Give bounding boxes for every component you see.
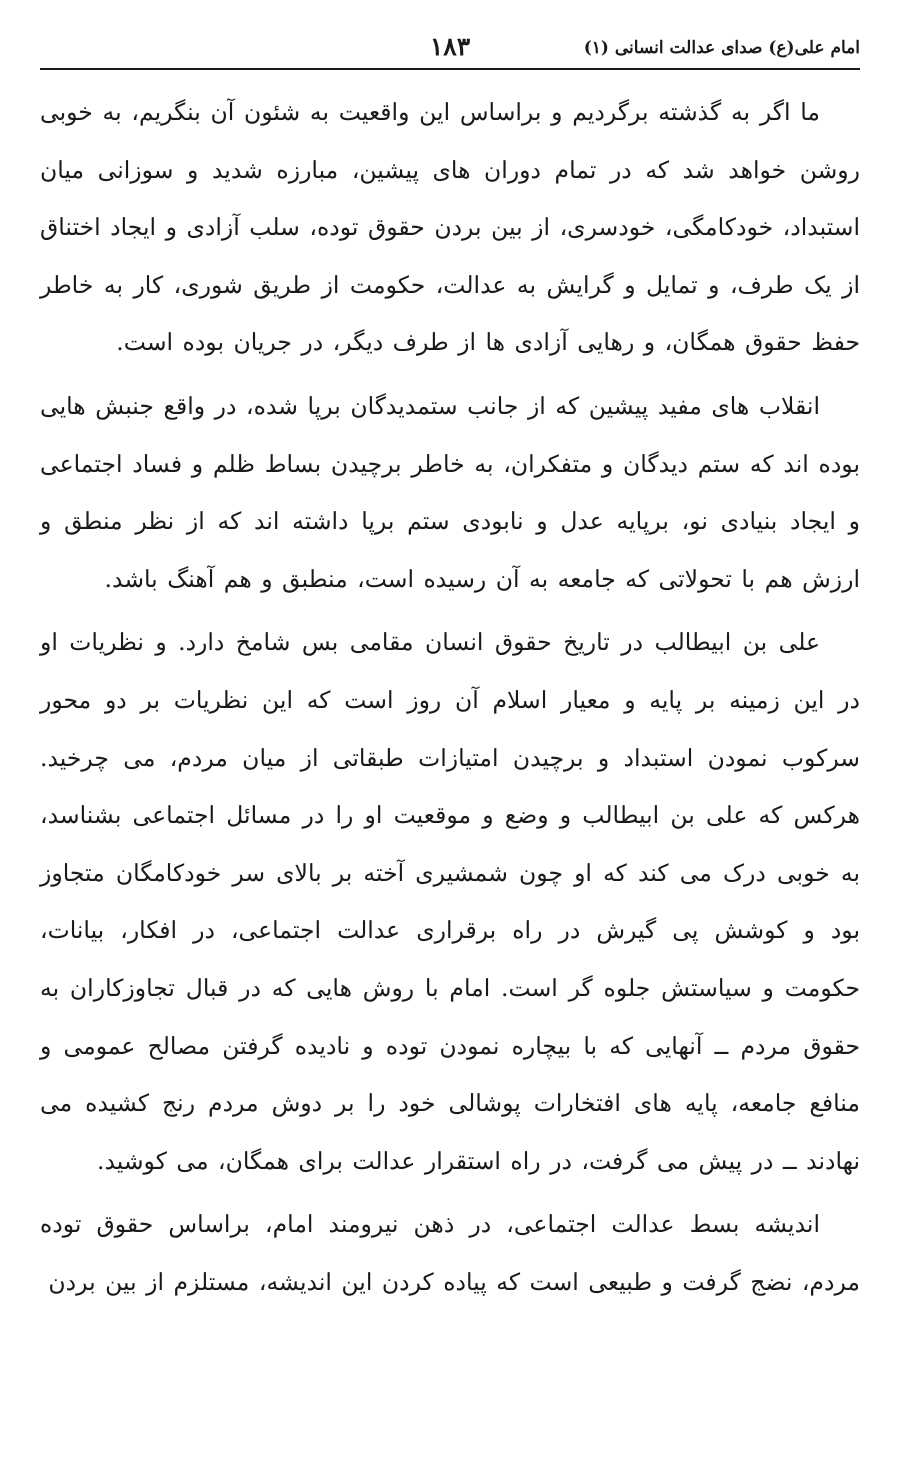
paragraph-4: اندیشه بسط عدالت اجتماعی، در ذهن نیرومند امام، براساس حقوق توده مردم، نضج گرفت و طبیعی است که پیاده کردن این اندیشه، مستلزم از بین بردن (40, 1210, 860, 1296)
running-header (40, 34, 860, 70)
body-text (40, 84, 860, 1317)
paragraph-1: ما اگر به گذشته برگردیم و براساس این واقعیت به شئون آن بنگریم، به خوبی روشن خواهد شد که در تمام دوران های پیشین، مبارزه شدید و سوزانی میان استبداد، خودکامگی، خودسری، از بین بردن حقوق توده، سلب آزادی و ایجاد اختناق از یک طرف، و تمایل و گرایش به عدالت، حکومت از طریق شوری، کار به خاطر حفظ حقوق همگان، و رهایی آزادی ها از طرف دیگر، در جریان بوده است. (40, 98, 860, 357)
book-page (40, 0, 860, 1479)
paragraph-2: انقلاب های مفید پیشین که از جانب ستمدیدگان برپا شده، در واقع جنبش هایی بوده اند که ستم دیدگان و متفکران، به خاطر برچیدن بساط ظلم و فساد اجتماعی و ایجاد بنیادی نو، برپایه عدل و نابودی ستم برپا داشته اند که از نظر منطق و ارزش هم با تحولاتی که جامعه به آن رسیده است، منطبق و هم آهنگ باشد. (40, 391, 860, 593)
header-title: امام علی(ع) صدای عدالت انسانی (۱) (583, 38, 860, 58)
page-number: ۱۸۳ (429, 32, 471, 61)
paragraph-3: علی بن ابیطالب در تاریخ حقوق انسان مقامی بس شامخ دارد. و نظریات او در این زمینه بر پایه و معیار اسلام آن روز است که این نظریات بر دو محور سرکوب نمودن استبداد و برچیدن امتیازات طبقاتی از میان مردم، می چرخید. هرکس که علی بن ابیطالب و وضع و موقعیت او را در مسائل اجتماعی بشناسد، به خوبی درک می کند که او چون شمشیری آخته بر بالای سر خودکامگان متجاوز بود و کوشش پی گیرش در راه برقراری عدالت اجتماعی، در افکار، بیانات، حکومت و سیاستش جلوه گر است. امام با روش هایی که در قبال تجاوزکاران به حقوق مردم ــ آنهایی که با بیچاره نمودن توده و نادیده گرفتن مصالح عمومی و منافع جامعه، پایه های افتخارات پوشالی خود را بر دوش مردم رنج کشیده می نهادند ــ در پیش می گرفت، در راه استقرار عدالت برای همگان، می کوشید. (40, 628, 860, 1175)
